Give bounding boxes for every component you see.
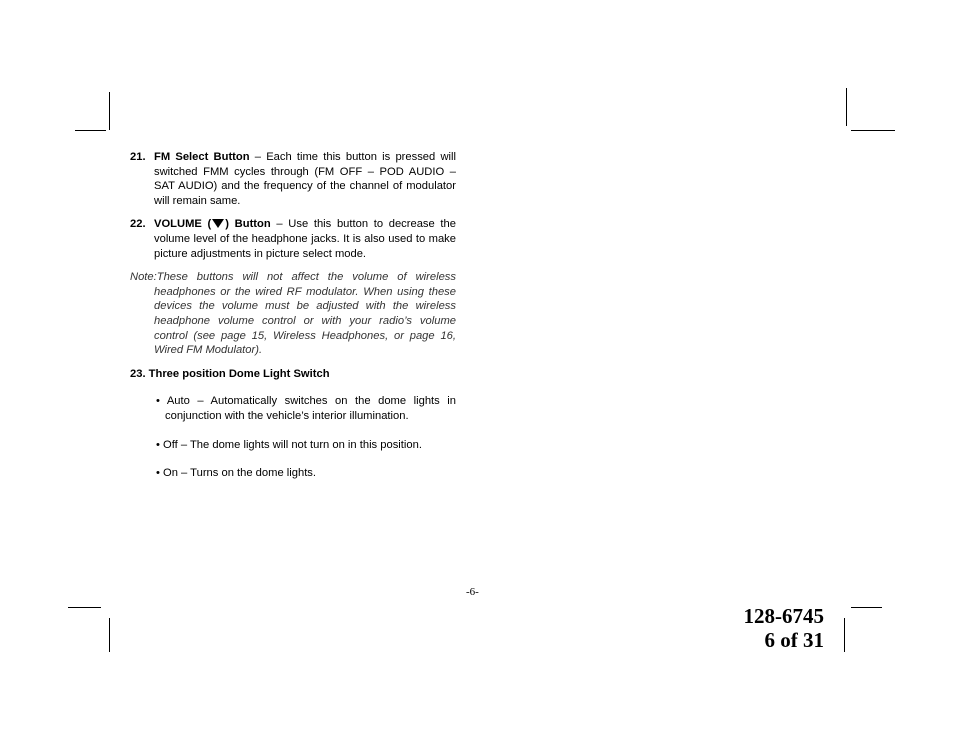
- crop-mark: [851, 607, 882, 608]
- crop-mark: [109, 92, 110, 130]
- item-fm-select: [130, 150, 456, 208]
- document-number: 128-6745: [743, 604, 824, 628]
- crop-mark: [109, 618, 110, 652]
- item-label-post: ) Button: [225, 218, 271, 231]
- bullet-item: • On – Turns on the dome lights.: [156, 467, 317, 480]
- item-text: – Use this button to decrease the volume level of the headphone jacks. It is also used to make picture adjustments in picture select mode.: [154, 218, 456, 260]
- item-volume: [130, 217, 456, 261]
- item-number: 22.: [130, 218, 146, 231]
- manual-content: [130, 150, 456, 489]
- bullet-item: • Auto – Automatically switches on the dome lights in conjunction with the vehicle’s interior illumination.: [156, 395, 456, 422]
- item-text: – Each time this button is pressed will switched FMM cycles through (FM OFF – POD AUDIO – SAT AUDIO) and the frequency of the channel of modulator will remain same.: [154, 151, 456, 207]
- crop-mark: [75, 130, 106, 131]
- bullet-item: • Off – The dome lights will not turn on in this position.: [156, 438, 422, 451]
- crop-mark: [844, 618, 845, 652]
- down-triangle-icon: [212, 219, 224, 228]
- page-of-total: 6 of 31: [764, 628, 824, 652]
- item-number: 21.: [130, 151, 146, 163]
- document-number-block: [744, 604, 825, 652]
- item-label-pre: VOLUME (: [154, 218, 212, 231]
- bullet-list: [130, 394, 456, 480]
- note-text: Note:These buttons will not affect the volume of wireless headphones or the wired RF modulator. When using these devices the volume must be adjusted with the wireless headphone volume control or with your radio’s volume control (see page 15, Wireless Headphones, or page 16, Wired FM Modulator).: [130, 271, 456, 357]
- crop-mark: [851, 130, 895, 131]
- crop-mark: [846, 88, 847, 126]
- item-label: FM Select Button: [154, 151, 250, 163]
- crop-mark: [68, 607, 101, 608]
- section-title: 23. Three position Dome Light Switch: [130, 367, 330, 380]
- page-number: -6-: [466, 586, 479, 598]
